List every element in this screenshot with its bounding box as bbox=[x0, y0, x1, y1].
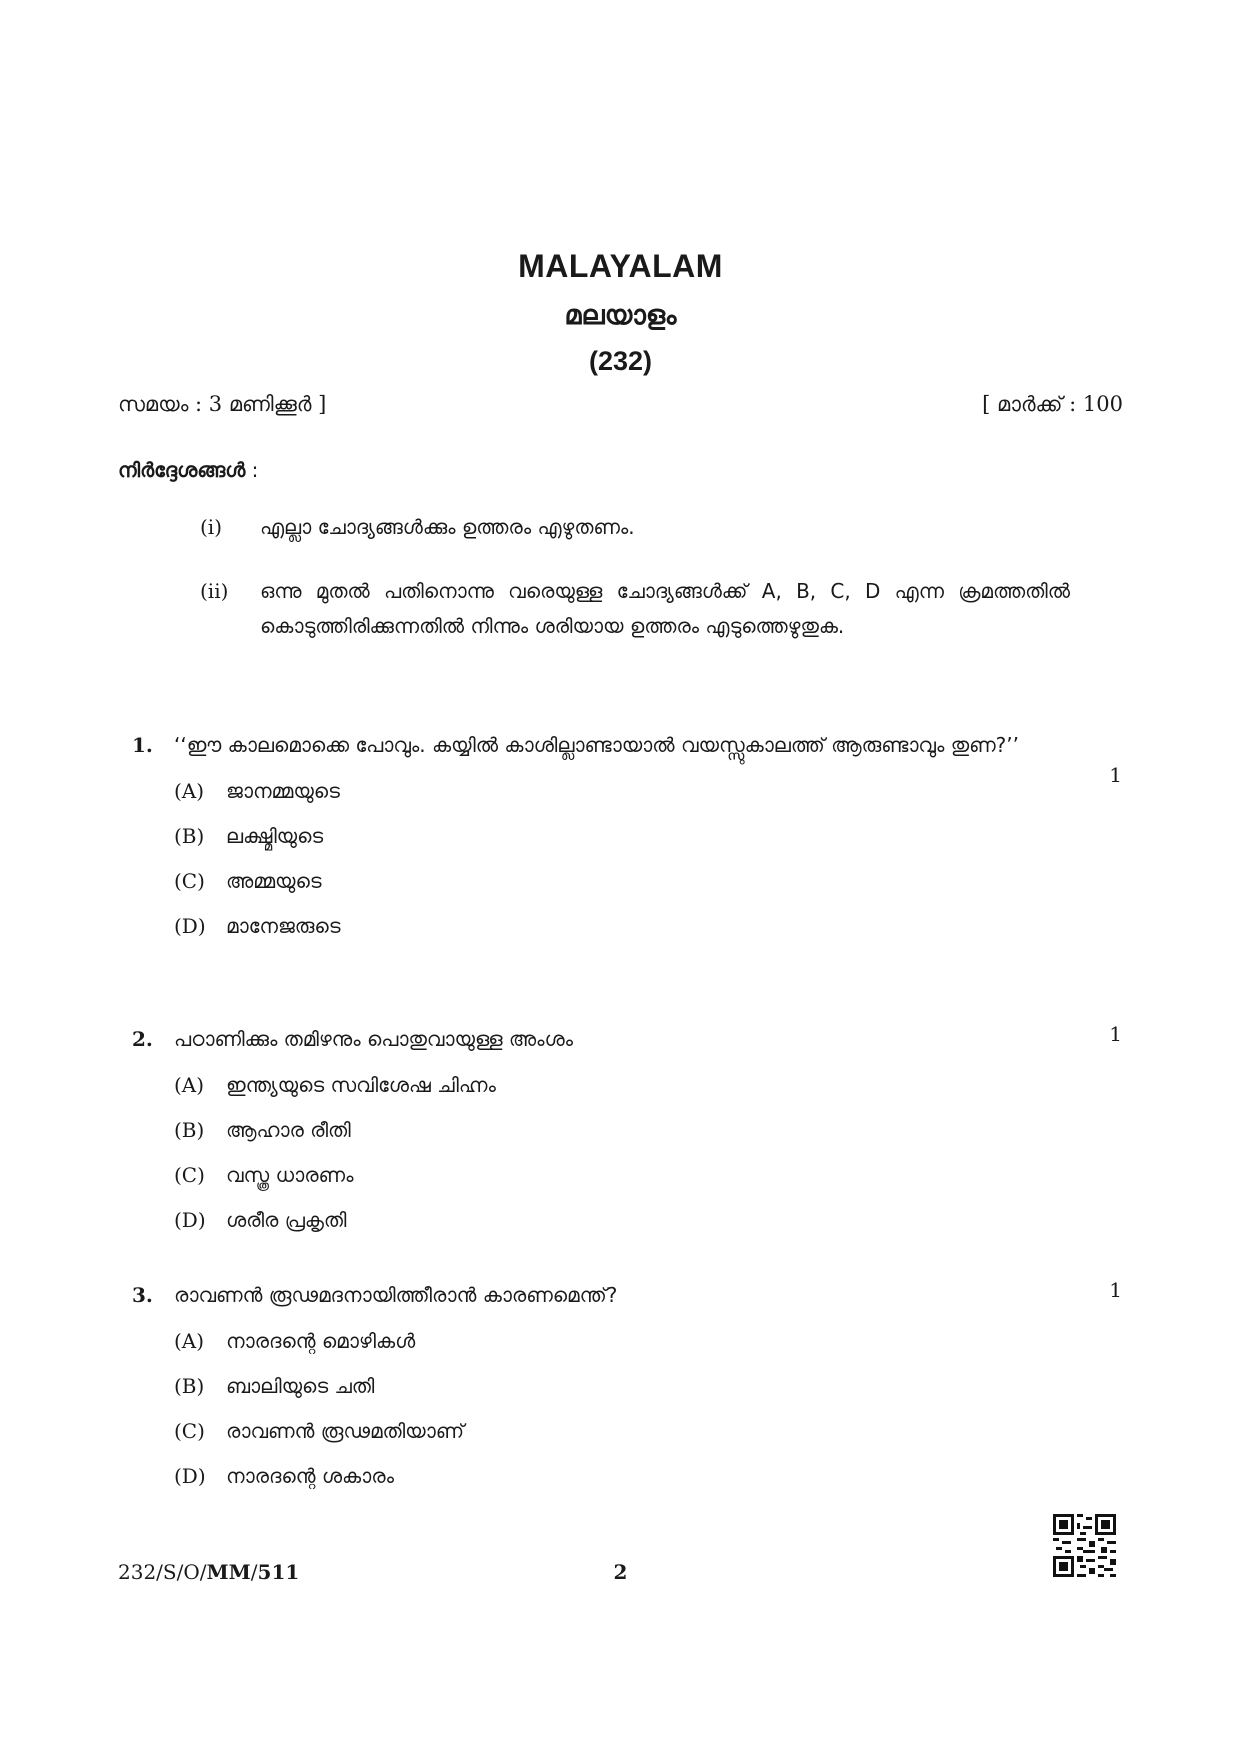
question-2 bbox=[132, 1022, 1122, 1243]
instruction-text: ഒന്നു മുതൽ പതിനൊന്നു വരെയുള്ള ചോദ്യങ്ങൾക്ക് A, B, C, D എന്ന ക്രമത്തതിൽ കൊടുത്തിരിക്കുന്നതിൽ നിന്നും ശരിയായ ഉത്തരം എടുത്തെഴുതുക. bbox=[260, 579, 1070, 638]
option bbox=[174, 1454, 1122, 1499]
time-allowed: സമയം : 3 മണിക്കൂർ ] bbox=[118, 392, 327, 416]
option-text: ബാലിയുടെ ചതി bbox=[226, 1374, 375, 1398]
option-label: (C) bbox=[174, 1419, 205, 1443]
option-text: മാനേജരുടെ bbox=[226, 914, 341, 938]
option-label: (C) bbox=[174, 1163, 205, 1187]
question-number: 2. bbox=[132, 1027, 153, 1051]
question-marks: 1 bbox=[1109, 763, 1122, 787]
instruction-number: (i) bbox=[200, 515, 223, 539]
question-marks: 1 bbox=[1109, 1278, 1122, 1302]
option-text: അമ്മയുടെ bbox=[226, 869, 322, 893]
option-label: (B) bbox=[174, 1118, 205, 1142]
instructions-heading: നിർദ്ദേശങ്ങൾ : bbox=[118, 458, 259, 482]
option-label: (A) bbox=[174, 779, 205, 803]
instruction-text: എല്ലാ ചോദ്യങ്ങൾക്കും ഉത്തരം എഴുതണം. bbox=[260, 515, 635, 539]
options-list bbox=[132, 769, 1122, 949]
option-text: ശരീര പ്രകൃതി bbox=[226, 1208, 347, 1232]
option bbox=[174, 814, 1122, 859]
instruction-item bbox=[200, 510, 1070, 545]
option bbox=[174, 859, 1122, 904]
option-text: വസ്ത്ര ധാരണം bbox=[226, 1163, 354, 1187]
options-list bbox=[132, 1063, 1122, 1243]
option-text: ആഹാര രീതി bbox=[226, 1118, 351, 1142]
option bbox=[174, 1108, 1122, 1153]
option-label: (D) bbox=[174, 1464, 206, 1488]
option-label: (B) bbox=[174, 824, 205, 848]
question-1 bbox=[132, 728, 1122, 949]
option-label: (D) bbox=[174, 1208, 206, 1232]
option-text: ഇന്ത്യയുടെ സവിശേഷ ചിഹ്നം bbox=[226, 1073, 496, 1097]
subject-title-english: MALAYALAM bbox=[518, 248, 723, 284]
question-marks: 1 bbox=[1109, 1022, 1122, 1046]
option bbox=[174, 1409, 1122, 1454]
instruction-number: (ii) bbox=[200, 579, 229, 603]
option-label: (D) bbox=[174, 914, 206, 938]
instructions-heading-text: നിർദ്ദേശങ്ങൾ bbox=[118, 458, 246, 482]
option bbox=[174, 1319, 1122, 1364]
option bbox=[174, 1364, 1122, 1409]
option-text: നാരദന്റെ മൊഴികൾ bbox=[226, 1329, 416, 1353]
options-list bbox=[132, 1319, 1122, 1499]
option-text: രാവണൻ രൂഢമതിയാണ് bbox=[226, 1419, 465, 1443]
option bbox=[174, 1198, 1122, 1243]
option-label: (A) bbox=[174, 1073, 205, 1097]
option-label: (A) bbox=[174, 1329, 205, 1353]
paper-code-series: MM bbox=[206, 1560, 251, 1584]
option bbox=[174, 904, 1122, 949]
instruction-item bbox=[200, 574, 1070, 644]
paper-code-number: 511 bbox=[257, 1560, 300, 1584]
question-number: 1. bbox=[132, 733, 153, 757]
option-text: ലക്ഷ്മിയുടെ bbox=[226, 824, 324, 848]
option bbox=[174, 1153, 1122, 1198]
paper-code-separator: / bbox=[250, 1560, 258, 1584]
question-text: രാവണൻ രൂഢമദനായിത്തീരാൻ കാരണമെന്ത്? bbox=[174, 1283, 618, 1307]
max-marks: [ മാർക്ക് : 100 bbox=[982, 392, 1123, 416]
option bbox=[174, 1063, 1122, 1108]
option bbox=[174, 769, 1122, 814]
option-text: നാരദന്റെ ശകാരം bbox=[226, 1464, 394, 1488]
paper-code-prefix: 232/S/O/ bbox=[118, 1560, 207, 1584]
option-text: ജാനമ്മയുടെ bbox=[226, 779, 340, 803]
page-number: 2 bbox=[613, 1560, 628, 1584]
question-text: ‘‘ഈ കാലമൊക്കെ പോവും. കയ്യിൽ കാശില്ലാണ്ടായാൽ വയസ്സുകാലത്ത് ആരുണ്ടാവും തുണ?’’ bbox=[174, 733, 1019, 757]
option-label: (C) bbox=[174, 869, 205, 893]
option-label: (B) bbox=[174, 1374, 205, 1398]
question-3 bbox=[132, 1278, 1122, 1499]
qr-code-icon bbox=[1053, 1514, 1116, 1577]
subject-code: (232) bbox=[588, 346, 653, 376]
question-text: പഠാണിക്കും തമിഴനും പൊതുവായുള്ള അംശം bbox=[174, 1027, 574, 1051]
subject-title-malayalam: മലയാളം bbox=[564, 300, 677, 331]
question-number: 3. bbox=[132, 1283, 153, 1307]
